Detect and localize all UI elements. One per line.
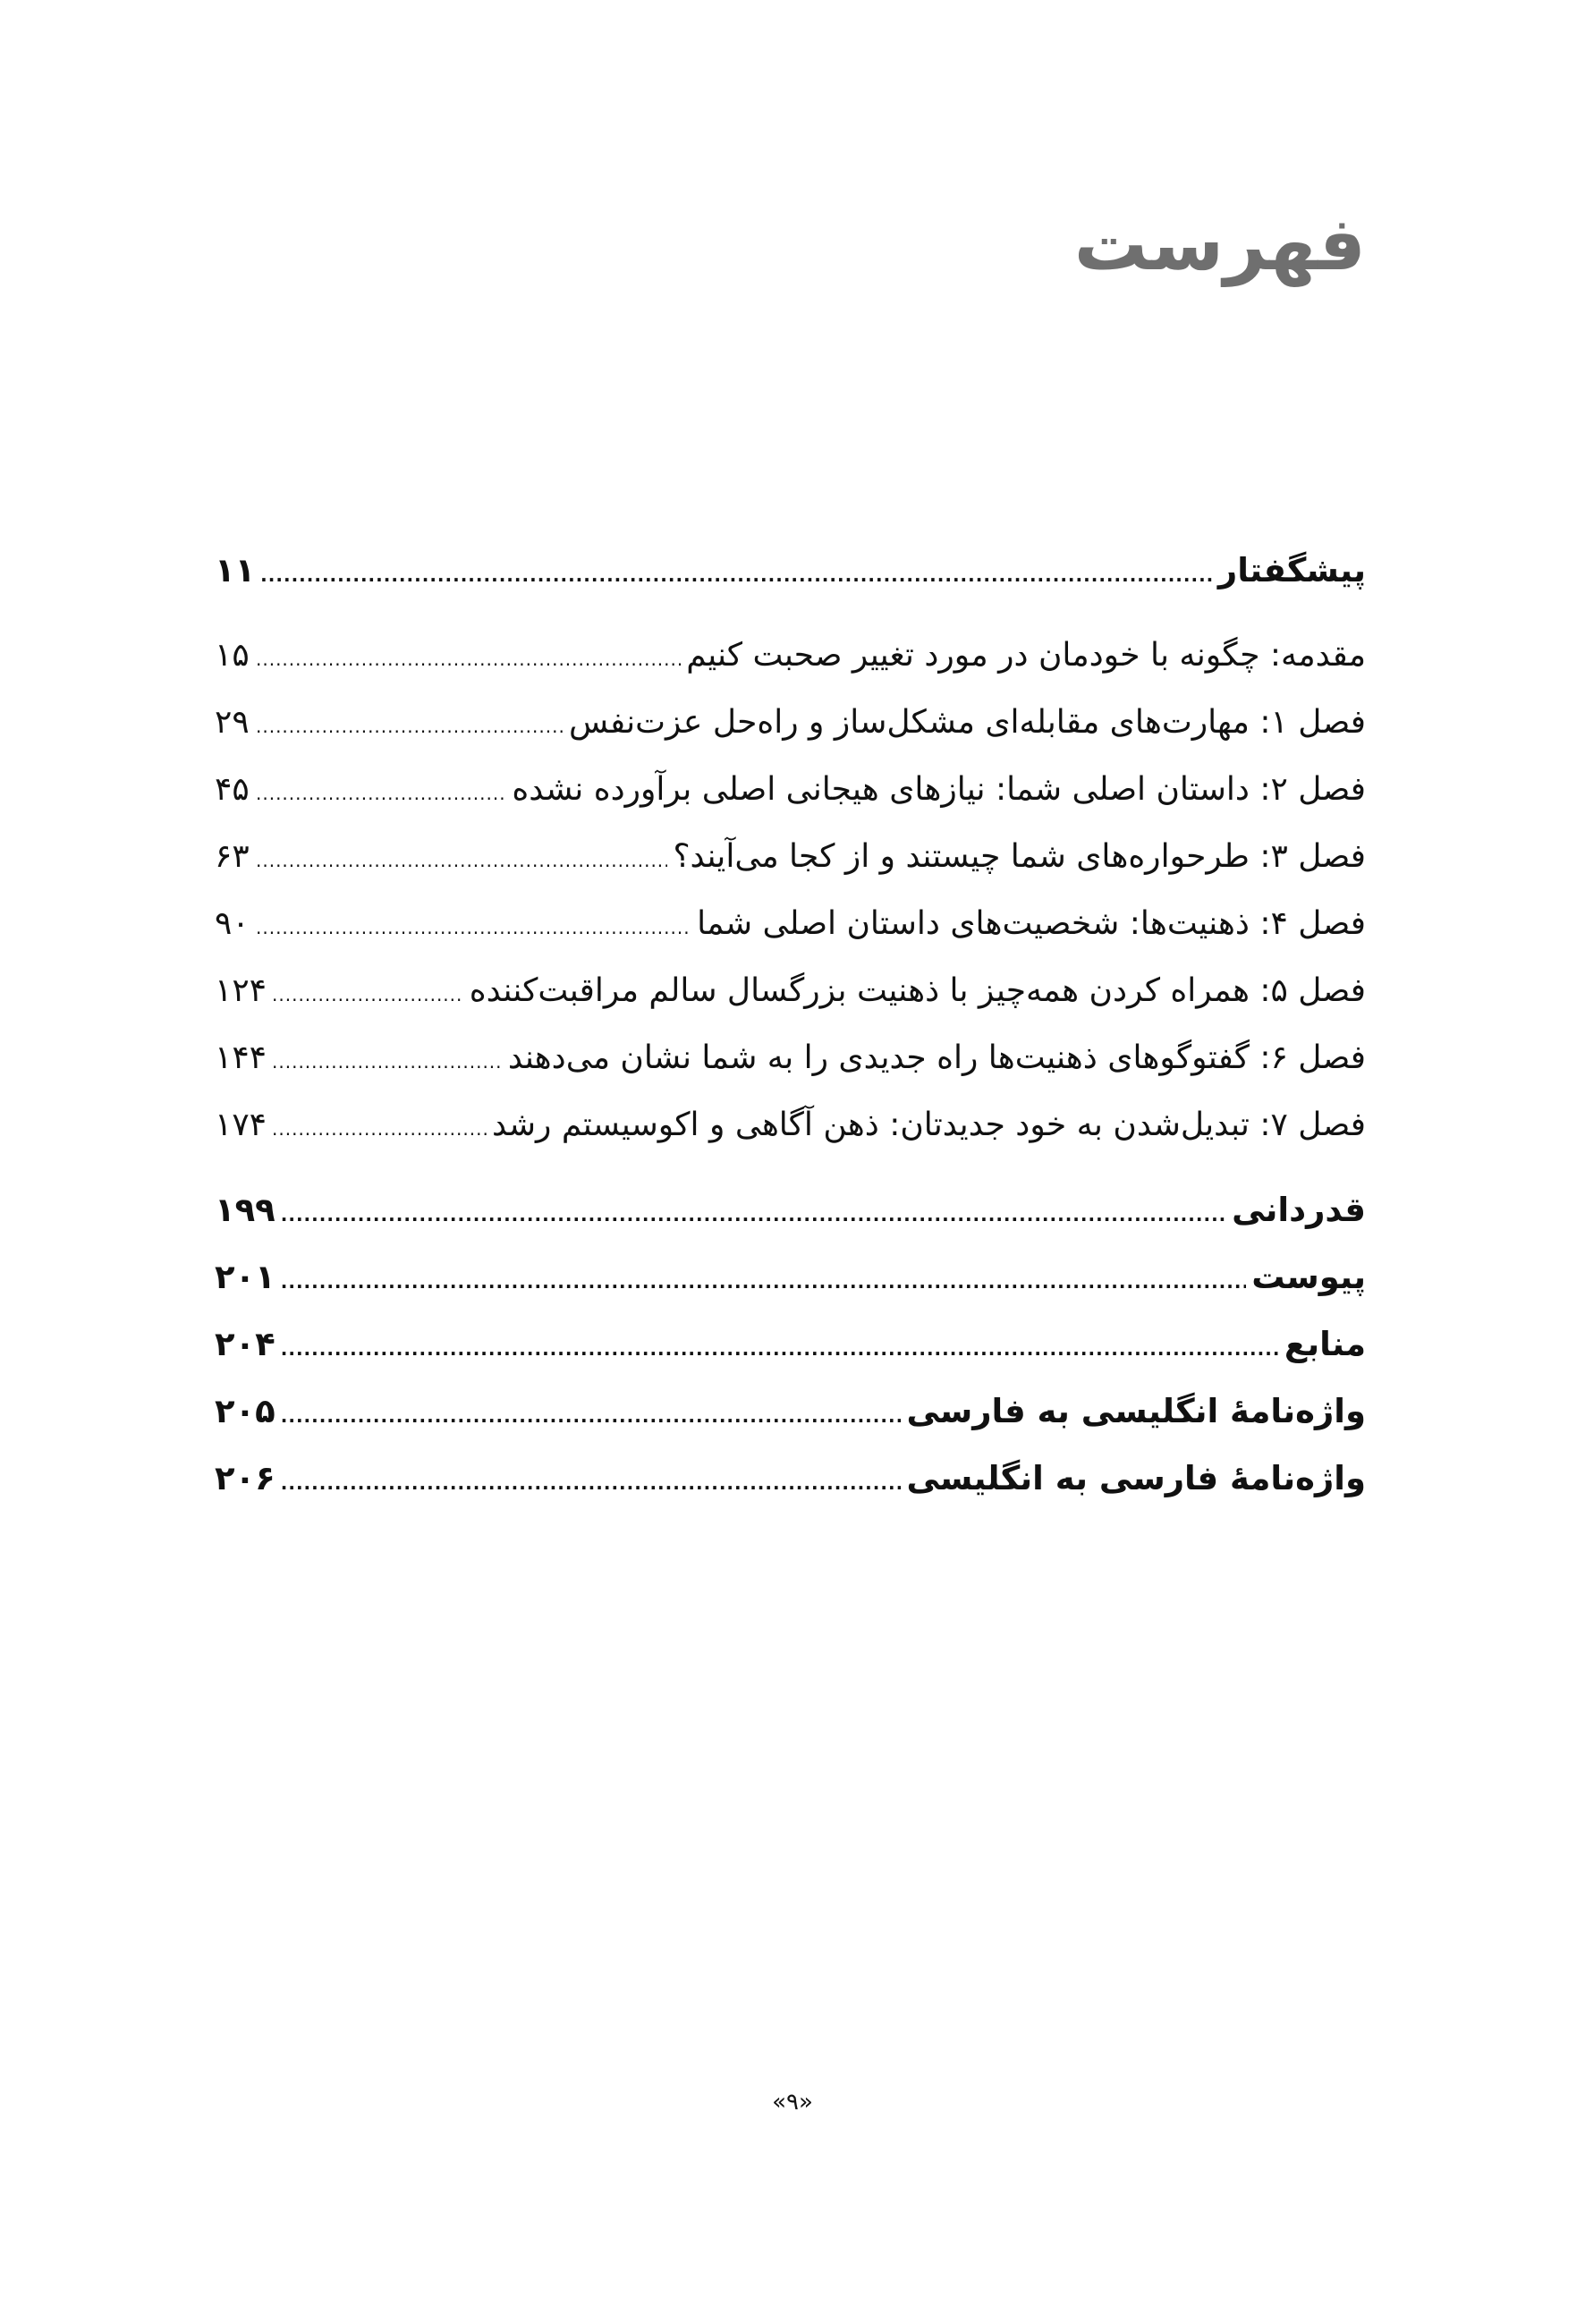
toc-entry-page: ۱۲۴: [215, 972, 267, 1009]
dot-leader: [256, 895, 691, 962]
toc-entry-title: فصل ۳: طرحواره‌های شما چیستند و از کجا می‌آیند؟: [673, 838, 1366, 875]
toc-entry-page: ۱۵: [215, 637, 250, 674]
toc-entry-chapter: [215, 1091, 1366, 1158]
toc-entry-page: ۲۹: [215, 704, 250, 741]
toc-entry-title: فصل ۱: مهارت‌های مقابله‌ای مشکل‌ساز و راه‌حل عزت‌نفس: [569, 704, 1366, 741]
toc-entry-back-matter: [215, 1445, 1366, 1512]
toc-entry-page: ۹۰: [215, 905, 250, 942]
toc-entry-title: فصل ۴: ذهنیت‌ها: شخصیت‌های داستان اصلی شما: [697, 905, 1366, 942]
toc-entry-title: منابع: [1284, 1325, 1366, 1363]
toc-entry-chapter: [215, 689, 1366, 756]
toc-entry-chapter: [215, 1024, 1366, 1091]
toc-entry-back-matter: [215, 1176, 1366, 1243]
dot-leader: [256, 827, 667, 895]
toc-entry-chapter: [215, 957, 1366, 1024]
toc-entry-page: ۲۰۴: [215, 1325, 275, 1363]
toc-entry-title: پیشگفتار: [1217, 551, 1366, 589]
page-title: فهرست: [1073, 202, 1366, 287]
dot-leader: [281, 1249, 1247, 1316]
dot-leader: [256, 626, 681, 693]
table-of-contents: [215, 537, 1366, 1512]
toc-entry-chapter: [215, 823, 1366, 890]
toc-entry-title: واژه‌نامهٔ فارسی به انگلیسی: [906, 1459, 1366, 1497]
toc-entry-page: ۱۹۹: [215, 1191, 275, 1229]
page-number: «۹»: [772, 2089, 813, 2116]
dot-leader: [256, 693, 564, 760]
toc-entry-back-matter: [215, 1243, 1366, 1310]
toc-entry-title: واژه‌نامهٔ انگلیسی به فارسی: [906, 1392, 1366, 1430]
toc-entry-page: ۱۴۴: [215, 1039, 267, 1076]
toc-entry-title: فصل ۵: همراه کردن همه‌چیز با ذهنیت بزرگسال سالم مراقبت‌کننده: [469, 972, 1366, 1009]
toc-entry-page: ۲۰۱: [215, 1258, 275, 1296]
dot-leader: [272, 1096, 487, 1163]
toc-entry-preface: [215, 537, 1366, 604]
dot-leader: [281, 1450, 902, 1517]
toc-entry-back-matter: [215, 1310, 1366, 1378]
dot-leader: [281, 1316, 1279, 1383]
toc-entry-chapter: [215, 756, 1366, 823]
dot-leader: [256, 760, 506, 827]
toc-entry-title: پیوست: [1251, 1258, 1366, 1296]
toc-entry-title: قدردانی: [1232, 1191, 1366, 1229]
toc-entry-page: ۱۱: [215, 551, 256, 589]
toc-entry-chapter: [215, 890, 1366, 957]
toc-entry-title: فصل ۶: گفتوگوهای ذهنیت‌ها راه جدیدی را به شما نشان می‌دهند: [507, 1039, 1366, 1076]
toc-entry-title: فصل ۲: داستان اصلی شما: نیازهای هیجانی اصلی برآورده نشده: [512, 771, 1366, 808]
dot-leader: [272, 962, 464, 1029]
toc-entry-title: فصل ۷: تبدیل‌شدن به خود جدیدتان: ذهن آگاهی و اکوسیستم رشد: [491, 1107, 1366, 1143]
toc-entry-page: ۴۵: [215, 771, 250, 808]
dot-leader: [281, 1383, 902, 1450]
toc-entry-page: ۲۰۵: [215, 1392, 275, 1430]
toc-entry-title: مقدمه: چگونه با خودمان در مورد تغییر صحبت کنیم: [686, 637, 1366, 674]
toc-entry-page: ۲۰۶: [215, 1459, 275, 1497]
toc-entry-page: ۶۳: [215, 838, 250, 875]
dot-leader: [272, 1029, 503, 1096]
toc-entry-chapter: [215, 622, 1366, 689]
toc-entry-back-matter: [215, 1378, 1366, 1445]
dot-leader: [281, 1182, 1226, 1249]
toc-entry-page: ۱۷۴: [215, 1107, 267, 1143]
dot-leader: [260, 542, 1213, 609]
